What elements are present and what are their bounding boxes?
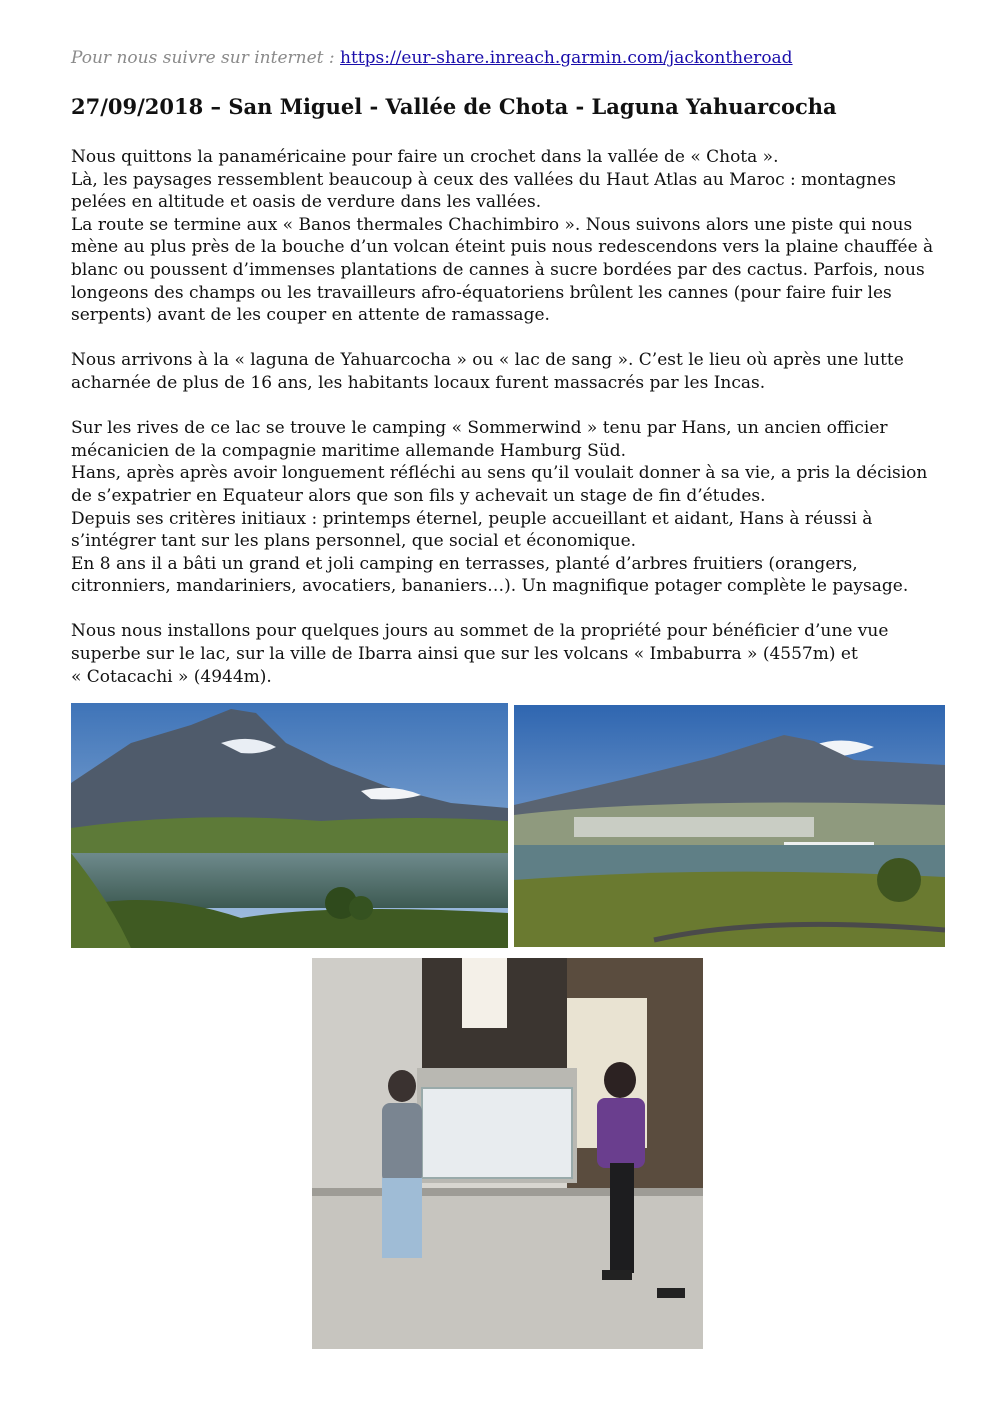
text-line: Nous quittons la panaméricaine pour faire un crochet dans la vallée de « Chota ». — [71, 147, 779, 167]
tracking-link[interactable]: https://eur-share.inreach.garmin.com/jackontheroad — [340, 48, 793, 68]
text-line: longeons des champs ou les travailleurs afro-équatoriens brûlent les cannes (pour faire fuir les — [71, 282, 892, 303]
header-intro: Pour nous suivre sur internet : — [71, 48, 335, 68]
text-line: mène au plus près de la bouche d’un volcan éteint puis nous redescendons vers la plaine chauffée à — [71, 237, 934, 258]
text-line: La route se termine aux « Banos thermales Chachimbiro ». Nous suivons alors une piste qui nous — [71, 214, 913, 235]
paragraph-installation — [71, 620, 951, 688]
text-line: « Cotacachi » (4944m). — [71, 666, 272, 687]
text-line: Nous nous installons pour quelques jours au sommet de la propriété pour bénéficier d’une vue — [71, 621, 889, 642]
text-line: pelées en altitude et oasis de verdure dans les vallées. — [71, 192, 542, 213]
text-line: blanc ou poussent d’immenses plantations de cannes à sucre bordées par des cactus. Parfois, nous — [71, 259, 925, 280]
paragraph-yahuarcocha — [71, 349, 951, 394]
paragraph-chota — [71, 146, 951, 327]
page-title: 27/09/2018 – San Miguel - Vallée de Chota - Laguna Yahuarcocha — [71, 94, 837, 119]
text-line: Depuis ses critères initiaux : printemps éternel, peuple accueillant et aidant, Hans à réussi à — [71, 508, 873, 529]
text-line: s’intégrer tant sur les plans personnel, que social et économique. — [71, 531, 637, 552]
paragraph-sommerwind — [71, 417, 951, 598]
text-line: serpents) avant de les couper en attente de ramassage. — [71, 305, 550, 326]
text-line: acharnée de plus de 16 ans, les habitants locaux furent massacrés par les Incas. — [71, 372, 766, 393]
text-line: citronniers, mandariniers, avocatiers, bananiers…). Un magnifique potager complète le paysage. — [71, 576, 909, 597]
text-line: Là, les paysages ressemblent beaucoup à ceux des vallées du Haut Atlas au Maroc : montagnes — [71, 169, 897, 190]
photo-imbabura-lake — [71, 703, 508, 948]
text-line: En 8 ans il a bâti un grand et joli camping en terrasses, planté d’arbres fruitiers (orangers, — [71, 553, 858, 574]
text-line: mécanicien de la compagnie maritime allemande Hamburg Süd. — [71, 440, 627, 461]
text-line: Hans, après après avoir longuement réfléchi au sens qu’il voulait donner à sa vie, a pris la décision — [71, 463, 928, 484]
text-line: Sur les rives de ce lac se trouve le camping « Sommerwind » tenu par Hans, un ancien officier — [71, 418, 888, 439]
header-line — [71, 48, 793, 68]
photo-ibarra-lake — [514, 705, 945, 947]
text-line: Nous arrivons à la « laguna de Yahuarcocha » ou « lac de sang ». C’est le lieu où après une lutte — [71, 350, 904, 371]
text-line: de s’expatrier en Equateur alors que son fils y achevait un stage de fin d’études. — [71, 485, 766, 506]
text-line: superbe sur le lac, sur la ville de Ibarra ainsi que sur les volcans « Imbaburra » (4557m) et — [71, 644, 858, 665]
article-body — [71, 146, 951, 711]
photo-street-scene — [312, 958, 703, 1349]
